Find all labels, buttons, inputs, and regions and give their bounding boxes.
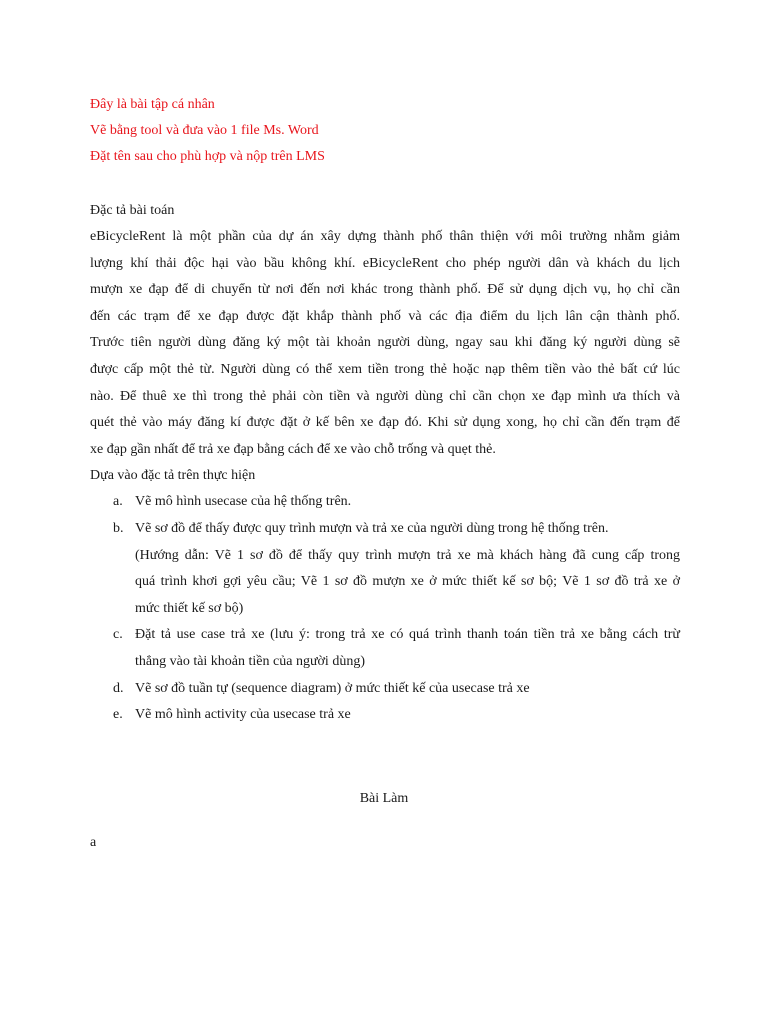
spec-heading: Đặc tả bài toán: [90, 203, 175, 218]
task-line: thẳng vào tài khoản tiền của người dùng): [135, 653, 365, 669]
task-line: mức thiết kế sơ bộ): [135, 600, 244, 616]
task-line: Vẽ mô hình usecase của hệ thống trên.: [135, 494, 352, 510]
paragraph-line: Trước tiên người dùng đăng ký một tài khoản người dùng, ngay sau khi đăng ký người dùng sẽ: [90, 335, 680, 351]
task-marker: b.: [113, 520, 124, 536]
assignment-notice: [90, 92, 690, 170]
task-marker: c.: [113, 627, 123, 643]
task-item-d: [90, 676, 680, 703]
paragraph-line: quét thẻ vào máy đăng kí được đặt ở kế bên xe đạp đó. Khi sử dụng xong, họ chỉ cần đến trạm để: [90, 415, 680, 431]
task-list: [90, 489, 680, 728]
paragraph-line: mượn xe đạp để di chuyển từ nơi đến nơi khác trong thành phố. Để sử dụng dịch vụ, họ chỉ cần: [90, 282, 680, 298]
task-line: (Hướng dẫn: Vẽ 1 sơ đồ để thấy quy trình mượn trả xe mà khách hàng đã cung cấp trong: [135, 547, 680, 563]
answer-title: Bài Làm: [359, 791, 409, 806]
task-item-b: [90, 516, 680, 622]
paragraph-line: đến các trạm để xe đạp được đặt khắp thành phố và các địa điểm du lịch lân cận thành phố.: [90, 308, 680, 324]
tasks-intro: Dựa vào đặc tả trên thực hiện: [90, 468, 256, 484]
paragraph-line: được cấp một thẻ từ. Người dùng có thể xem tiền trong thẻ hoặc nạp thêm tiền vào thẻ bất cứ lúc: [90, 361, 680, 377]
task-item-e: [90, 702, 680, 729]
notice-line-tool-word: Vẽ bằng tool và đưa vào 1 file Ms. Word: [90, 123, 319, 138]
task-line: quá trình khơi gợi yêu cầu; Vẽ 1 sơ đồ mượn xe ở mức thiết kế sơ bộ; Vẽ 1 sơ đồ trả xe ở: [135, 574, 680, 590]
paragraph-line: xe đạp gần nhất để trả xe đạp bằng cách để xe vào chỗ trống và quẹt thẻ.: [90, 441, 496, 457]
spec-paragraph: [90, 224, 680, 463]
paragraph-line: nào. Để thuê xe thì trong thẻ phải còn tiền và người dùng chỉ cần chọn xe đạp mình ưa thích và: [90, 388, 680, 404]
problem-specification: [90, 198, 680, 729]
task-marker: a.: [113, 494, 123, 510]
task-line: Đặt tả use case trả xe (lưu ý: trong trả xe có quá trình thanh toán tiền trả xe bằng cách trừ: [135, 627, 680, 643]
task-line: Vẽ mô hình activity của usecase trả xe: [135, 707, 351, 723]
paragraph-line: lượng khí thải độc hại vào bầu không khí. eBicycleRent cho phép người dân và khách du lịch: [90, 255, 680, 271]
notice-line-submit-lms: Đặt tên sau cho phù hợp và nộp trên LMS: [90, 149, 325, 164]
task-marker: d.: [113, 680, 124, 696]
paragraph-line: eBicycleRent là một phần của dự án xây dựng thành phố thân thiện với môi trường nhằm giảm: [90, 229, 680, 244]
task-marker: e.: [113, 707, 123, 723]
answer-part-label: a: [90, 835, 97, 850]
notice-line-individual: Đây là bài tập cá nhân: [90, 97, 215, 112]
task-line: Vẽ sơ đồ tuần tự (sequence diagram) ở mức thiết kế của usecase trả xe: [135, 680, 530, 696]
task-item-a: [90, 489, 680, 516]
task-item-c: [90, 622, 680, 675]
task-line: Vẽ sơ đồ để thấy được quy trình mượn và trả xe của người dùng trong hệ thống trên.: [135, 520, 609, 536]
